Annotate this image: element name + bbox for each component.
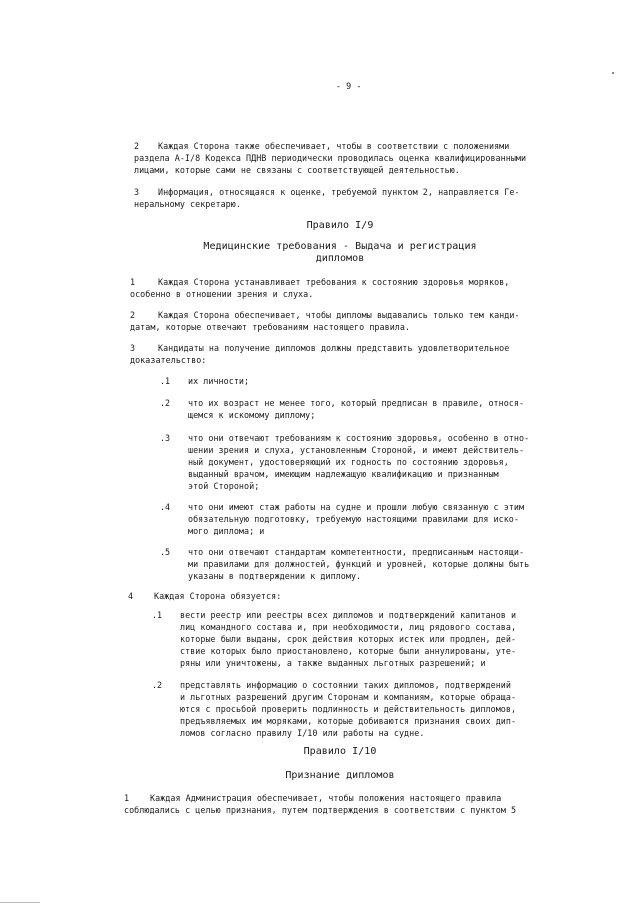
subitem-line: вести реестр или реестры всех дипломов и подтверждений капитанов и [180,610,517,620]
paragraph-number: 2 [134,141,140,151]
paragraph-line: Каждая Администрация обеспечивает, чтобы положения настоящего правила [150,793,502,803]
paragraph-line: Каждая Сторона устанавливает требования к состоянию здоровья моряков, [158,277,510,287]
subitem-line: и льготных разрешений другим Сторонам и компаниям, которые обраща- [180,692,517,702]
subitem-number: .2 [152,680,163,690]
subitem-line: щемся к искомому диплому; [188,410,316,420]
subitem-number: .1 [152,610,163,620]
rule-title: Правило I/9 [306,220,374,231]
subitem-line: обязательную подготовку, требуемую настоящими правилами для иско- [188,514,519,524]
subitem-number: .2 [160,398,171,408]
paragraph-number: 3 [134,187,140,197]
subitem-number: .3 [160,433,171,443]
paragraph-number: 3 [130,343,136,353]
paragraph-line: неральному секретарю. [134,199,241,209]
paragraph-line: датам, которые отвечают требованиям настоящего правила. [130,322,411,332]
paragraph-number: 1 [130,277,136,287]
scan-mark [612,72,614,74]
subitem-line: что они отвечают требованиям к состоянию здоровья, особенно в отно- [188,433,530,443]
subitem-line: что их возраст не менее того, который предписан в правиле, относя- [188,398,525,408]
paragraph-number: 1 [124,793,130,803]
subitem-line: которые были выданы, срок действия которых истек или продлен, дей- [180,634,517,644]
subitem-line: их личности; [188,376,250,386]
paragraph-number: 2 [130,310,136,320]
paragraph-line: Кандидаты на получение дипломов должны представить удовлетворительное [158,343,510,353]
subitem-line: этой Стороной; [188,481,260,491]
subitem-line: ствие которых было приостановлено, которые были аннулированы, уте- [180,646,517,656]
subitem-line: выданный врачом, имеющим надлежащую квалификацию и признанным [188,469,499,479]
rule-subtitle: дипломов [315,253,365,264]
paragraph-line: Каждая Сторона обязуется: [154,591,282,601]
subitem-line: шении зрения и слуха, установленным Стороной, и имеют действитель- [188,445,525,455]
rule-title: Правило I/10 [303,746,377,757]
page-number: - 9 - [336,81,362,91]
paragraph-line: лицами, которые сами не связаны с соответствующей деятельностью. [134,165,460,175]
subitem-number: .1 [160,376,171,386]
subitem-line: ный документ, удостоверяющий их годность по состоянию здоровья, [188,457,509,467]
subitem-number: .5 [160,547,171,557]
paragraph-number: 4 [128,591,134,601]
subitem-line: указаны в подтверждении к диплому. [188,571,362,581]
paragraph-line: Каждая Сторона также обеспечивает, чтобы в соответствии с положениями [158,141,510,151]
paragraph-line: особенно в отношении зрения и слуха. [130,289,314,299]
paragraph-line: соблюдались с целью признания, путем подтверждения в соответствии с пунктом 5 [124,805,517,815]
subitem-line: что они имеют стаж работы на судне и прошли любую связанную с этим [188,502,525,512]
paragraph-line: Каждая Сторона обеспечивает, чтобы дипломы выдавались только тем канди- [158,310,520,320]
subitem-line: мого диплома; и [188,526,265,536]
paragraph-line: доказательство: [130,355,207,365]
paragraph-line: Информация, относящаяся к оценке, требуемой пунктом 2, направляется Ге- [158,187,520,197]
paragraph-line: раздела А-I/8 Кодекса ПДНВ периодически проводилась оценка квалифицированными [134,153,527,163]
subitem-line: ми правилами для должностей, функций и уровней, которые должны быть [188,559,530,569]
subitem-line: представлять информацию о состоянии таких дипломов, подтверждений [180,680,511,690]
subitem-line: ряны или уничтожены, а также выданных льготных разрешений; и [180,658,486,668]
rule-subtitle: Признание дипломов [285,770,395,781]
subitem-line: ются с просьбой проверить подлинность и действительность дипломов, [180,704,517,714]
subitem-line: ломов согласно правилу I/10 или работы на судне. [180,728,425,738]
rule-subtitle: Медицинские требования - Выдача и регистрация [203,241,477,252]
scan-mark [0,902,40,903]
subitem-line: что они отвечают стандартам компетентности, предписанным настоящи- [188,547,525,557]
subitem-number: .4 [160,502,171,512]
subitem-line: лиц командного состава и, при необходимости, лиц рядового состава, [180,622,517,632]
subitem-line: предъявляемых им моряками, которые добиваются признания своих дип- [180,716,517,726]
